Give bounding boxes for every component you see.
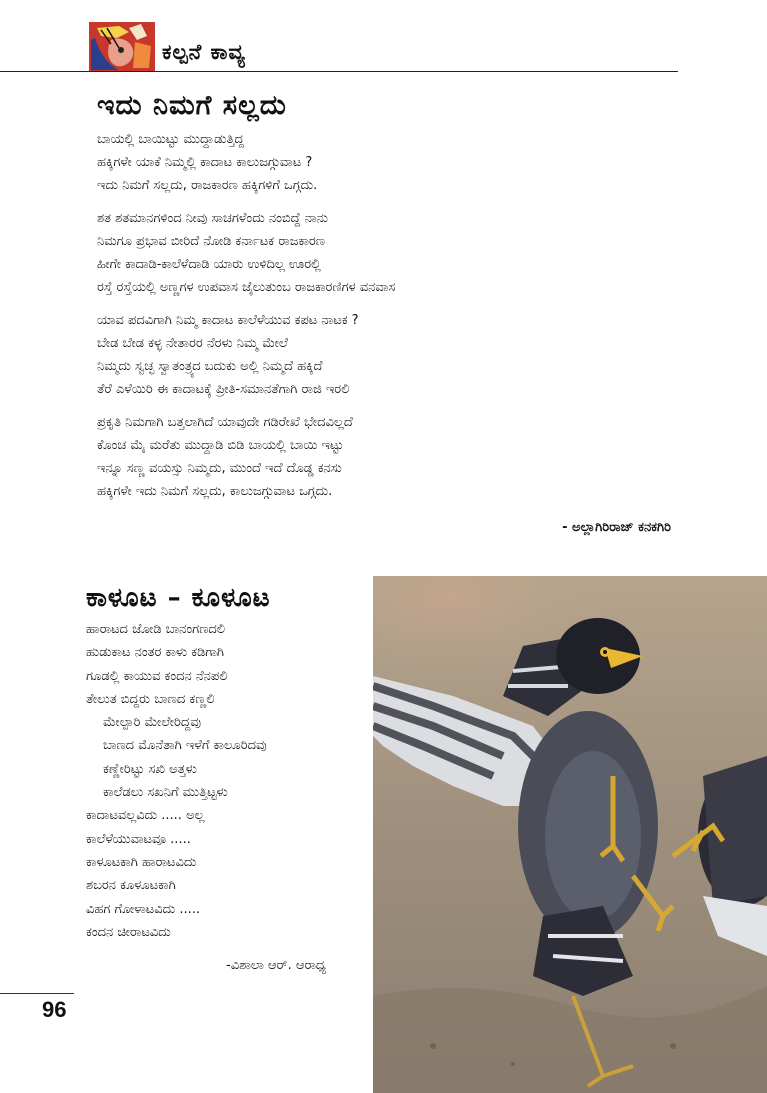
poem-line: ತೆರೆ ಎಳೆಯಿರಿ ಈ ಕಾದಾಟಕ್ಕೆ ಪ್ರೀತಿ-ಸಮಾನತೆಗಾಗಿ ರಾಜಿ ಇರಲಿ xyxy=(97,382,350,397)
footer-divider xyxy=(0,993,74,994)
section-title: ಕಲ್ಪನೆ ಕಾವ್ಯ xyxy=(162,40,246,64)
stanza xyxy=(97,207,677,299)
poem-line: ಇದು ನಿಮಗೆ ಸಲ್ಲದು, ರಾಜಕಾರಣ ಹಕ್ಕಿಗಳಿಗೆ ಒಗ್ಗದು. xyxy=(97,178,318,193)
poem-line: ಗೂಡಲ್ಲಿ ಕಾಯುವ ಕಂದನ ನೆನಪಲಿ xyxy=(86,668,228,684)
poem-body xyxy=(86,618,371,944)
poem-line: ಪ್ರಕೃತಿ ನಿಮಗಾಗಿ ಬತ್ತಲಾಗಿದೆ ಯಾವುದೇ ಗಡಿರೇಖೆ ಭೇದವಿಲ್ಲದೆ xyxy=(97,415,353,430)
poem-line: ಕಂದನ ಚೀರಾಟವಿದು xyxy=(86,924,171,940)
poem-line: ಹುಡುಕಾಟ ನಂತರ ಕಾಳು ಕಡಿಗಾಗಿ xyxy=(86,645,225,661)
abstract-face-logo-icon xyxy=(89,22,155,72)
poem-line: ಹಾರಾಟದ ಜೋಡಿ ಬಾನಂಗಣದಲಿ xyxy=(86,622,226,637)
poem-line: ತೇಲುತ ಬಿದ್ದರು ಬಾಣದ ಕಣ್ಣಲಿ xyxy=(86,691,215,707)
poem-author: - ಅಲ್ಲಾಗಿರಿರಾಜ್ ಕನಕಗಿರಿ xyxy=(562,520,671,535)
two-fighting-myna-birds-photo xyxy=(373,576,767,1093)
poem-line: ಹೀಗೇ ಕಾದಾಡಿ-ಕಾಲೆಳೆದಾಡಿ ಯಾರು ಉಳಿದಿಲ್ಲ ಊರಲ್ಲಿ xyxy=(97,257,321,272)
poem-line: ಕಾಲೆಡಲು ಸಖನಿಗೆ ಮುತ್ತಿಟ್ಟಳು xyxy=(103,785,228,801)
poem-line: ಹಕ್ಕಿಗಳೇ ಇದು ನಿಮಗೆ ಸಲ್ಲದು, ಕಾಲುಜಗ್ಗುವಾಟ ಒಗ್ಗದು. xyxy=(97,484,333,499)
stanza xyxy=(97,128,677,197)
poem-line: ಬಾಯಲ್ಲಿ ಬಾಯಿಟ್ಟು ಮುದ್ದಾಡುತ್ತಿದ್ದ xyxy=(97,132,245,147)
stanza xyxy=(97,411,677,503)
poem-line: ಕೊಂಚ ಮೈ ಮರೆತು ಮುದ್ದಾಡಿ ಬಿಡಿ ಬಾಯಲ್ಲಿ ಬಾಯಿ ಇಟ್ಟು xyxy=(97,438,344,453)
poem-line: ಬೇಡ ಬೇಡ ಕಳ್ಳ ನೇತಾರರ ನೆರಳು ನಿಮ್ಮ ಮೇಲೆ xyxy=(97,336,288,351)
poem-line: ಶಬರನ ಕೂಳೂಟಕಾಗಿ xyxy=(86,878,176,894)
page-number: 96 xyxy=(42,997,67,1022)
poem-line: ಹಕ್ಕಿಗಳೇ ಯಾಕೆ ನಿಮ್ಮಲ್ಲಿ ಕಾದಾಟ ಕಾಲುಜಗ್ಗುವಾಟ ? xyxy=(97,155,313,170)
poem-line: ಕಾಳೂಟಕಾಗಿ ಹಾರಾಟವಿದು xyxy=(86,854,197,870)
stanza xyxy=(97,309,677,401)
poem-body xyxy=(97,128,677,513)
poem-line: ಕಾದಾಟವಲ್ಲವಿದು ..... ಅಲ್ಲ xyxy=(86,808,205,824)
poem-line: ಇನ್ನೂ ಸಣ್ಣ ವಯಸ್ಸು ನಿಮ್ಮದು, ಮುಂದೆ ಇದೆ ದೊಡ್ಡ ಕನಸು xyxy=(97,461,342,476)
poem-line: ನಿಮ್ಮದು ಸ್ವಚ್ಛ ಸ್ವಾತಂತ್ರ್ಯದ ಬದುಕು ಅಲ್ಲಿ ನಿಮ್ಮದೆ ಹಕ್ಕಿದೆ xyxy=(97,359,323,374)
poem-line: ಕಣ್ಣೇರಿಟ್ಟು ಸಖಿ ಅತ್ತಳು xyxy=(103,761,197,777)
poem-line: ಬಾಣದ ಮೊನೆತಾಗಿ ಇಳೆಗೆ ಕಾಲೂರಿದವು xyxy=(103,738,267,754)
poem-title: ಇದು ನಿಮಗೆ ಸಲ್ಲದು xyxy=(97,90,287,121)
poem-line: ವಿಹಗ ಗೋಳಾಟವಿದು ..... xyxy=(86,901,200,917)
poem-title: ಕಾಳೂಟ – ಕೂಳೂಟ xyxy=(86,583,271,613)
header-divider xyxy=(0,71,678,72)
poem-line: ನಿಮಗೂ ಪ್ರಭಾವ ಬೀರಿದೆ ನೋಡಿ ಕರ್ನಾಟಕ ರಾಜಕಾರಣ xyxy=(97,234,326,249)
poem-line: ಯಾವ ಪದವಿಗಾಗಿ ನಿಮ್ಮ ಕಾದಾಟ ಕಾಲೆಳೆಯುವ ಕಪಟ ನಾಟಕ ? xyxy=(97,313,359,328)
poem-line: ಶತ ಶತಮಾನಗಳಿಂದ ನೀವು ಸಾಚಗಳೆಂದು ನಂಬಿದ್ದೆ ನಾನು xyxy=(97,211,328,226)
poem-line: ಕಾಲೆಳೆಯುವಾಟವೂ ..... xyxy=(86,831,191,847)
poem-author: -ವಿಶಾಲಾ ಆರ್. ಆರಾಧ್ಯ xyxy=(226,958,327,973)
poem-line: ಮೇಲ್ಪಾರಿ ಮೇಲೇರಿದ್ದವು xyxy=(103,715,201,731)
poem-line: ರಸ್ತೆ ರಸ್ತೆಯಲ್ಲಿ ಅಣ್ಣಗಳ ಉಪವಾಸ ಜೈಲುತುಂಬ ರಾಜಕಾರಣಿಗಳ ವನವಾಸ xyxy=(97,280,396,295)
